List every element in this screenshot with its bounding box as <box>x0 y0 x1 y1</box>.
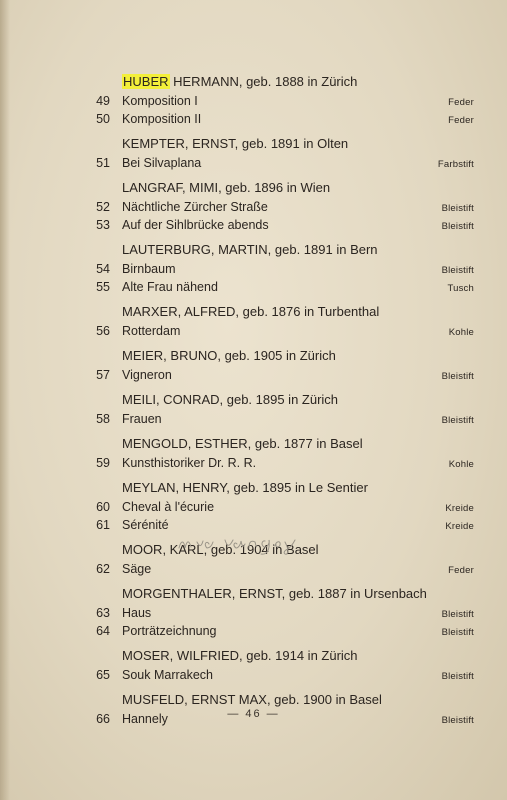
work-title: Frauen <box>122 412 162 426</box>
work-medium: Bleistift <box>441 715 474 726</box>
artist-name: MOSER, WILFRIED, geb. 1914 in Zürich <box>122 648 358 663</box>
artist-surname-highlighted: HUBER <box>123 74 169 89</box>
artist-heading <box>82 134 474 154</box>
entry-number: 54 <box>96 262 110 276</box>
artist-heading <box>82 690 474 710</box>
work-title: Haus <box>122 606 152 620</box>
artist-heading <box>82 646 474 666</box>
catalog-entry <box>82 198 474 216</box>
work-title: Sérénité <box>122 518 169 532</box>
artist-name: MEYLAN, HENRY, geb. 1895 in Le Sentier <box>122 480 368 495</box>
entry-number: 61 <box>96 518 110 532</box>
artist-heading <box>82 434 474 454</box>
artist-name: MORGENTHALER, ERNST, geb. 1887 in Ursenbach <box>122 586 427 601</box>
work-title: Bei Silvaplana <box>122 156 202 170</box>
work-medium: Kreide <box>445 521 474 532</box>
catalog-entry <box>82 666 474 684</box>
work-title: Porträtzeichnung <box>122 624 217 638</box>
artist-heading <box>82 72 474 92</box>
artist-name: KEMPTER, ERNST, geb. 1891 in Olten <box>122 136 349 151</box>
work-title: Souk Marrakech <box>122 668 214 682</box>
artist-heading <box>82 390 474 410</box>
catalog-entry <box>82 604 474 622</box>
work-medium: Feder <box>448 115 474 126</box>
work-title: Hannely <box>122 712 168 726</box>
artist-heading <box>82 302 474 322</box>
work-medium: Bleistift <box>441 221 474 232</box>
entry-number: 49 <box>96 94 110 108</box>
artist-entries <box>82 72 474 728</box>
work-title: Komposition II <box>122 112 202 126</box>
work-medium: Feder <box>448 565 474 576</box>
catalog-entry <box>82 498 474 516</box>
work-medium: Kohle <box>448 459 474 470</box>
work-title: Komposition I <box>122 94 198 108</box>
work-medium: Bleistift <box>441 265 474 276</box>
work-medium: Kreide <box>445 503 474 514</box>
work-title: Cheval à l'écurie <box>122 500 215 514</box>
catalog-entry <box>82 216 474 234</box>
work-title: Birnbaum <box>122 262 176 276</box>
entry-number: 52 <box>96 200 110 214</box>
artist-name: MOOR, KARL, geb. 1904 in Basel <box>122 542 319 557</box>
work-title: Nächtliche Zürcher Straße <box>122 200 268 214</box>
entry-number: 66 <box>96 712 110 726</box>
artist-name: HERMANN, geb. 1888 in Zürich <box>169 74 358 89</box>
catalog-entry <box>82 454 474 472</box>
catalog-entry <box>82 622 474 640</box>
artist-heading <box>82 478 474 498</box>
catalog-entry <box>82 260 474 278</box>
catalog-entry <box>82 366 474 384</box>
work-medium: Tusch <box>447 283 474 294</box>
entry-number: 65 <box>96 668 110 682</box>
work-medium: Farbstift <box>437 159 474 170</box>
artist-name: MEIER, BRUNO, geb. 1905 in Zürich <box>122 348 336 363</box>
entry-number: 56 <box>96 324 110 338</box>
pencil-annotation <box>175 528 305 556</box>
entry-number: 55 <box>96 280 110 294</box>
work-medium: Bleistift <box>441 627 474 638</box>
work-medium: Bleistift <box>441 415 474 426</box>
work-title: Kunsthistoriker Dr. R. R. <box>122 456 257 470</box>
entry-number: 63 <box>96 606 110 620</box>
artist-heading <box>82 346 474 366</box>
work-medium: Bleistift <box>441 203 474 214</box>
work-medium: Kohle <box>448 327 474 338</box>
catalog-entry <box>82 410 474 428</box>
entry-number: 57 <box>96 368 110 382</box>
work-medium: Bleistift <box>441 609 474 620</box>
artist-name: MEILI, CONRAD, geb. 1895 in Zürich <box>122 392 339 407</box>
artist-name: LANGRAF, MIMI, geb. 1896 in Wien <box>122 180 331 195</box>
catalog-entry <box>82 92 474 110</box>
artist-heading <box>82 240 474 260</box>
entry-number: 59 <box>96 456 110 470</box>
entry-number: 53 <box>96 218 110 232</box>
catalog-entry <box>82 560 474 578</box>
work-medium: Bleistift <box>441 371 474 382</box>
artist-name: MARXER, ALFRED, geb. 1876 in Turbenthal <box>122 304 380 319</box>
work-title: Rotterdam <box>122 324 181 338</box>
catalog-entry <box>82 110 474 128</box>
artist-heading <box>82 178 474 198</box>
entry-number: 58 <box>96 412 110 426</box>
work-title: Auf der Sihlbrücke abends <box>122 218 269 232</box>
catalog-entry <box>82 278 474 296</box>
artist-name: MUSFELD, ERNST MAX, geb. 1900 in Basel <box>122 692 382 707</box>
entry-number: 60 <box>96 500 110 514</box>
page-number: — 46 — <box>227 708 280 720</box>
entry-number: 51 <box>96 156 110 170</box>
entry-number: 64 <box>96 624 110 638</box>
entry-number: 50 <box>96 112 110 126</box>
entry-number: 62 <box>96 562 110 576</box>
work-title: Säge <box>122 562 152 576</box>
work-title: Vigneron <box>122 368 172 382</box>
artist-heading <box>82 584 474 604</box>
work-medium: Bleistift <box>441 671 474 682</box>
work-medium: Feder <box>448 97 474 108</box>
catalog-entry <box>82 154 474 172</box>
artist-name: MENGOLD, ESTHER, geb. 1877 in Basel <box>122 436 363 451</box>
artist-name: LAUTERBURG, MARTIN, geb. 1891 in Bern <box>122 242 378 257</box>
work-title: Alte Frau nähend <box>122 280 218 294</box>
catalog-entry <box>82 322 474 340</box>
